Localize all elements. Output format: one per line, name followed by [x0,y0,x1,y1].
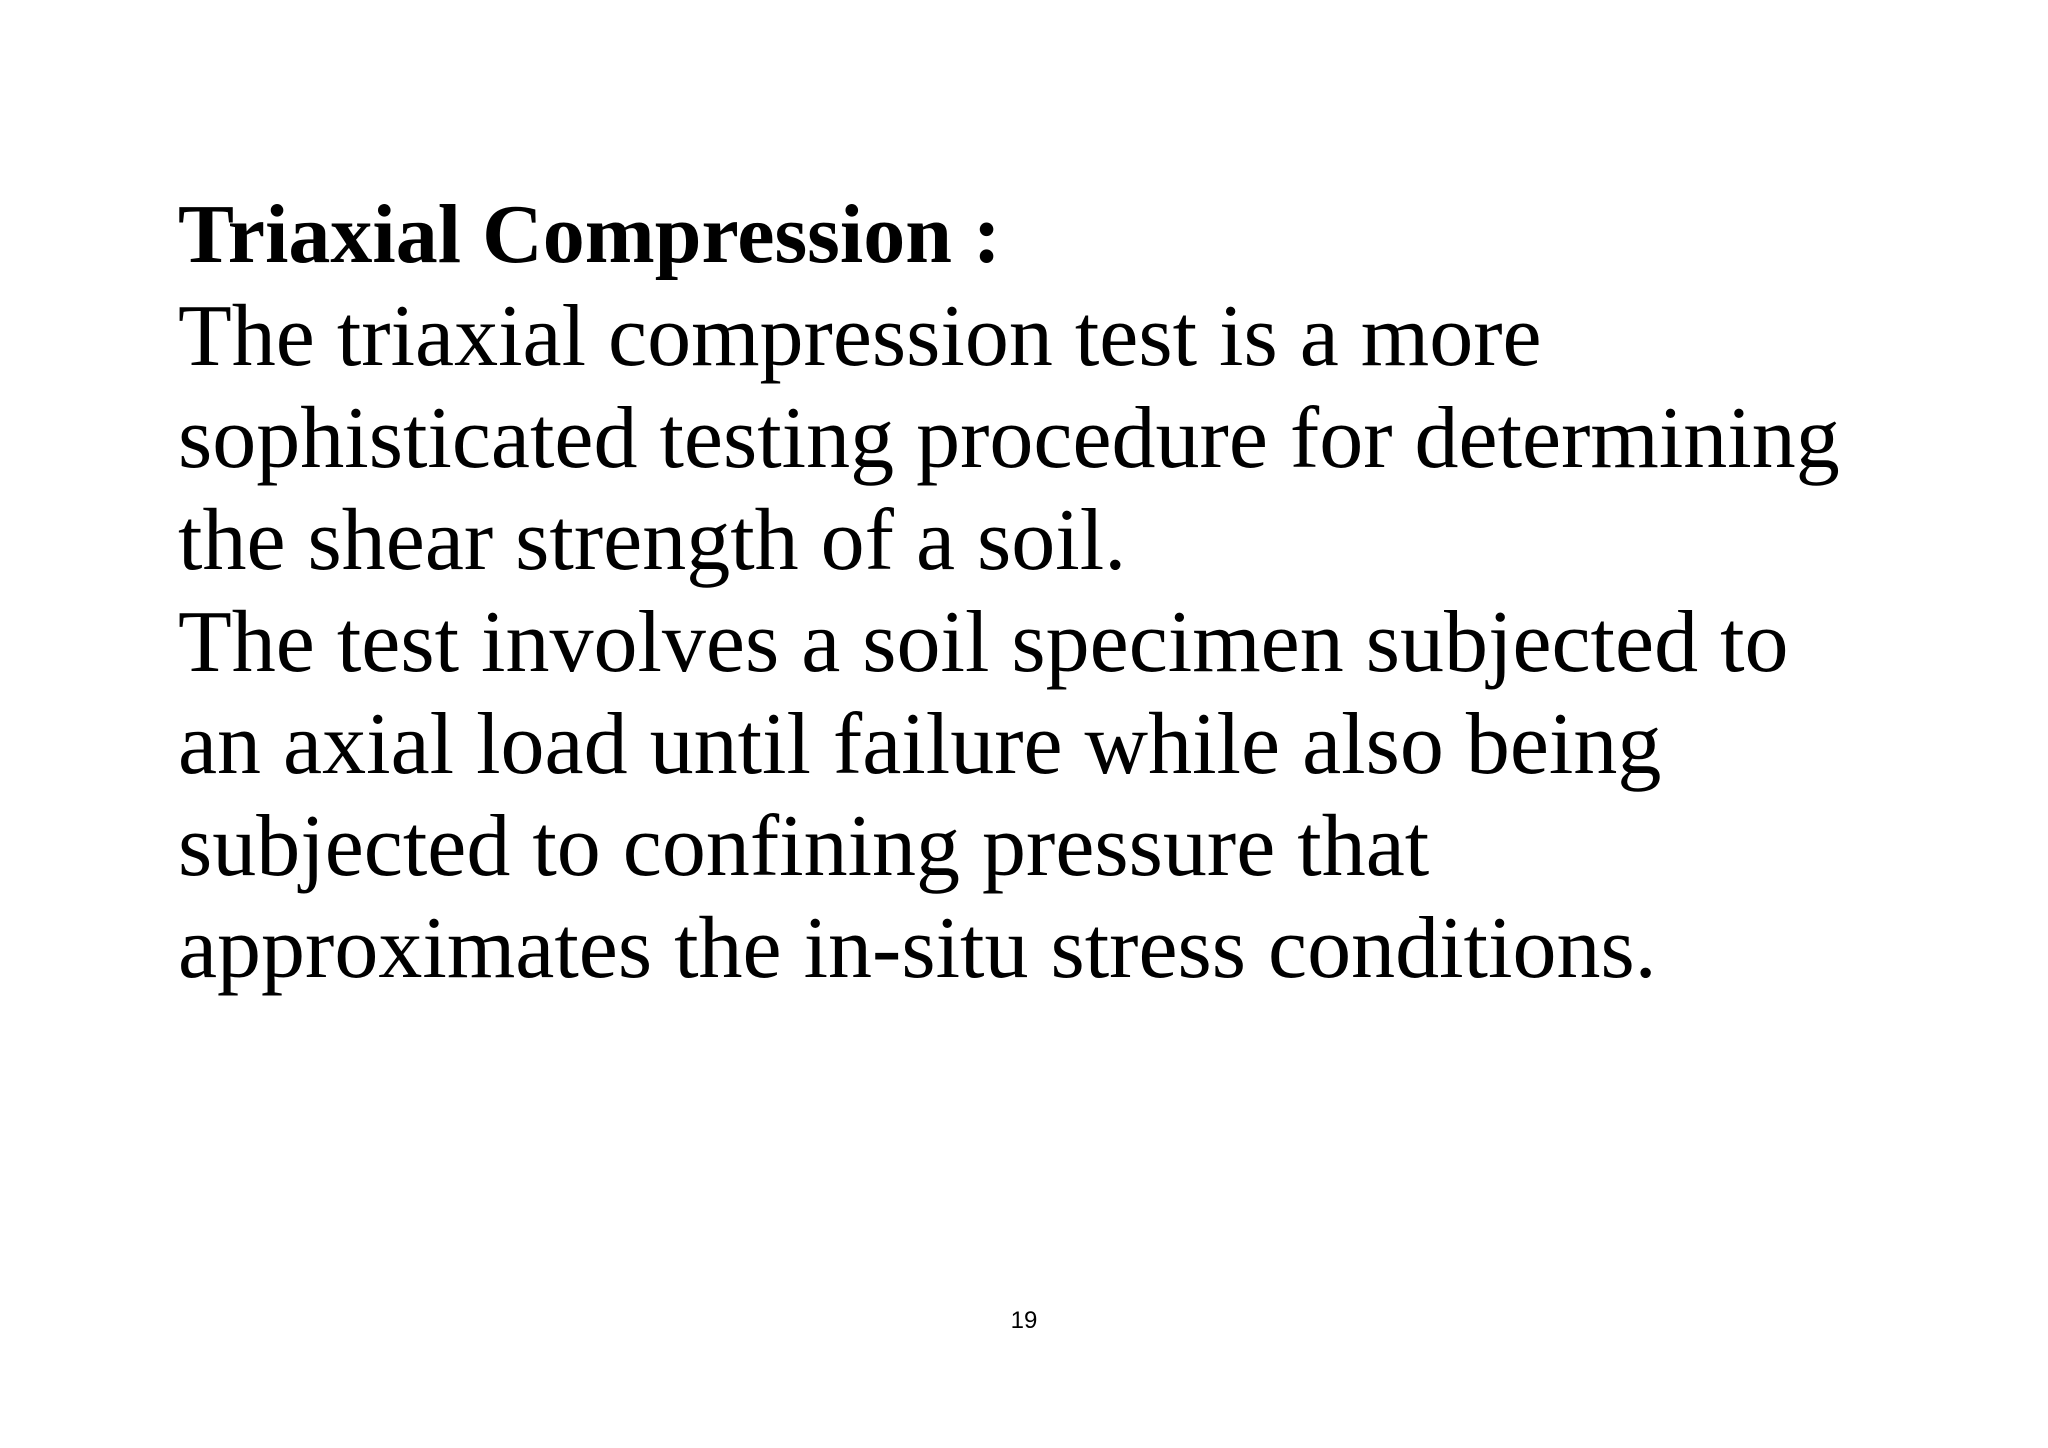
text-line: The triaxial compression test is a more [178,288,1542,385]
text-line: The test involves a soil specimen subjected to [178,594,1789,691]
text-line: the shear strength of a soil. [178,492,1127,589]
section-heading: Triaxial Compression : [178,188,1001,281]
page-number: 19 [1010,1307,1038,1334]
page-content [178,184,1978,1000]
text-line: subjected to confining pressure that [178,798,1430,895]
text-line: an axial load until failure while also being [178,696,1662,793]
text-line: approximates the in-situ stress conditions. [178,900,1657,997]
text-line: sophisticated testing procedure for determining [178,390,1840,487]
